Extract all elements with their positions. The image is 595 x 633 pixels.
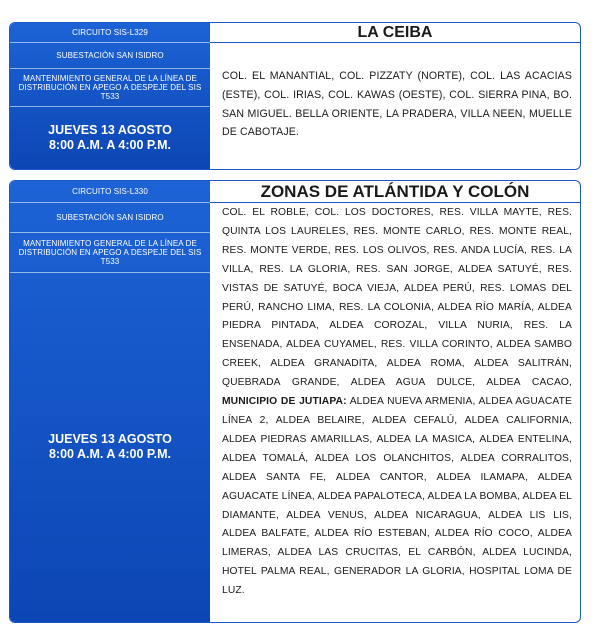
municipio-heading: MUNICIPIO DE JUTIAPA: — [222, 396, 347, 408]
zone-title: LA CEIBA — [210, 23, 580, 43]
zone-title: ZONAS DE ATLÁNTIDA Y COLÓN — [210, 181, 580, 203]
schedule-date: JUEVES 13 AGOSTO — [48, 123, 172, 137]
schedule-date: JUEVES 13 AGOSTO — [48, 432, 172, 446]
substation-label: SUBESTACIÓN SAN ISIDRO — [10, 43, 210, 69]
affected-areas — [222, 204, 572, 601]
schedule-time: 8:00 A.M. A 4:00 P.M. — [48, 138, 172, 152]
schedule-panel — [10, 181, 210, 622]
affected-areas-list: COL. EL ROBLE, COL. LOS DOCTORES, RES. VILLA MAYTE, RES. QUINTA LOS LAURELES, RES. MONTE CARLO, RES. MONTE REAL, RES. MONTE VERDE, RES. LOS OLIVOS, RES. ANDA LUCÍA, RES. LA VILLA, RES. LA GLORIA, RES. SAN JORGE, ALDEA SATUYÉ, RES. VISTAS DE SATUYÉ, BOCA VIEJA, ALDEA PERÚ, RES. LOMAS DEL PERÚ, RANCHO LIMA, RES. LA COLONIA, ALDEA RÍO MARÍA, ALDEA PIEDRA PINTADA, ALDEA COROZAL, VILLA NURIA, RES. LA ENSENADA, ALDEA CUYAMEL, RES. VILLA CORINTO, ALDEA SAMBO CREEK, ALDEA GRANADITA, ALDEA ROMA, ALDEA SALITRÁN, QUEBRADA GRANDE, ALDEA AGUA DULCE, ALDEA CACAO, — [222, 207, 572, 389]
schedule-datetime — [10, 273, 210, 621]
outage-card-atlantida-colon — [9, 180, 581, 623]
circuit-label: CIRCUITO SIS-L329 — [10, 23, 210, 43]
affected-areas — [222, 67, 572, 142]
schedule-time: 8:00 A.M. A 4:00 P.M. — [48, 447, 172, 461]
maintenance-description: MANTENIMIENTO GENERAL DE LA LÍNEA DE DISTRIBUCIÓN EN APEGO A DESPEJE DEL SIS T533 — [10, 69, 210, 107]
circuit-label: CIRCUITO SIS-L330 — [10, 181, 210, 203]
maintenance-description: MANTENIMIENTO GENERAL DE LA LÍNEA DE DISTRIBUCIÓN EN APEGO A DESPEJE DEL SIS T533 — [10, 233, 210, 273]
affected-areas-list-jutiapa: ALDEA NUEVA ARMENIA, ALDEA AGUACATE LÍNEA 2, ALDEA BELAIRE, ALDEA CEFALÚ, ALDEA CALIFORNIA, ALDEA PIEDRAS AMARILLAS, ALDEA LA MASICA, ALDEA ENTELINA, ALDEA TOMALÁ, ALDEA LOS OLANCHITOS, ALDEA CORRALITOS, ALDEA SANTA FE, ALDEA CANTOR, ALDEA ILAMAPA, ALDEA AGUACATE LÍNEA, ALDEA PAPALOTECA, ALDEA LA BOMBA, ALDEA EL DIAMANTE, ALDEA VENUS, ALDEA NICARAGUA, ALDEA LIS LIS, ALDEA BALFATE, ALDEA RÍO ESTEBAN, ALDEA RÍO COCO, ALDEA LIMERAS, ALDEA LAS CRUCITAS, EL CARBÓN, ALDEA LUCINDA, HOTEL PALMA REAL, GENERADOR LA GLORIA, HOSPITAL LOMA DE LUZ. — [222, 396, 572, 597]
substation-label: SUBESTACIÓN SAN ISIDRO — [10, 203, 210, 233]
schedule-datetime — [10, 107, 210, 169]
affected-areas-list: COL. EL MANANTIAL, COL. PIZZATY (NORTE), COL. LAS ACACIAS (ESTE), COL. IRIAS, COL. KAWAS (OESTE), COL. SIERRA PINA, BO. SAN MIGUEL. BELLA ORIENTE, LA PRADERA, VILLA NEEN, MUELLE DE CABOTAJE. — [222, 70, 572, 139]
outage-card-la-ceiba — [9, 22, 581, 170]
schedule-panel — [10, 23, 210, 169]
